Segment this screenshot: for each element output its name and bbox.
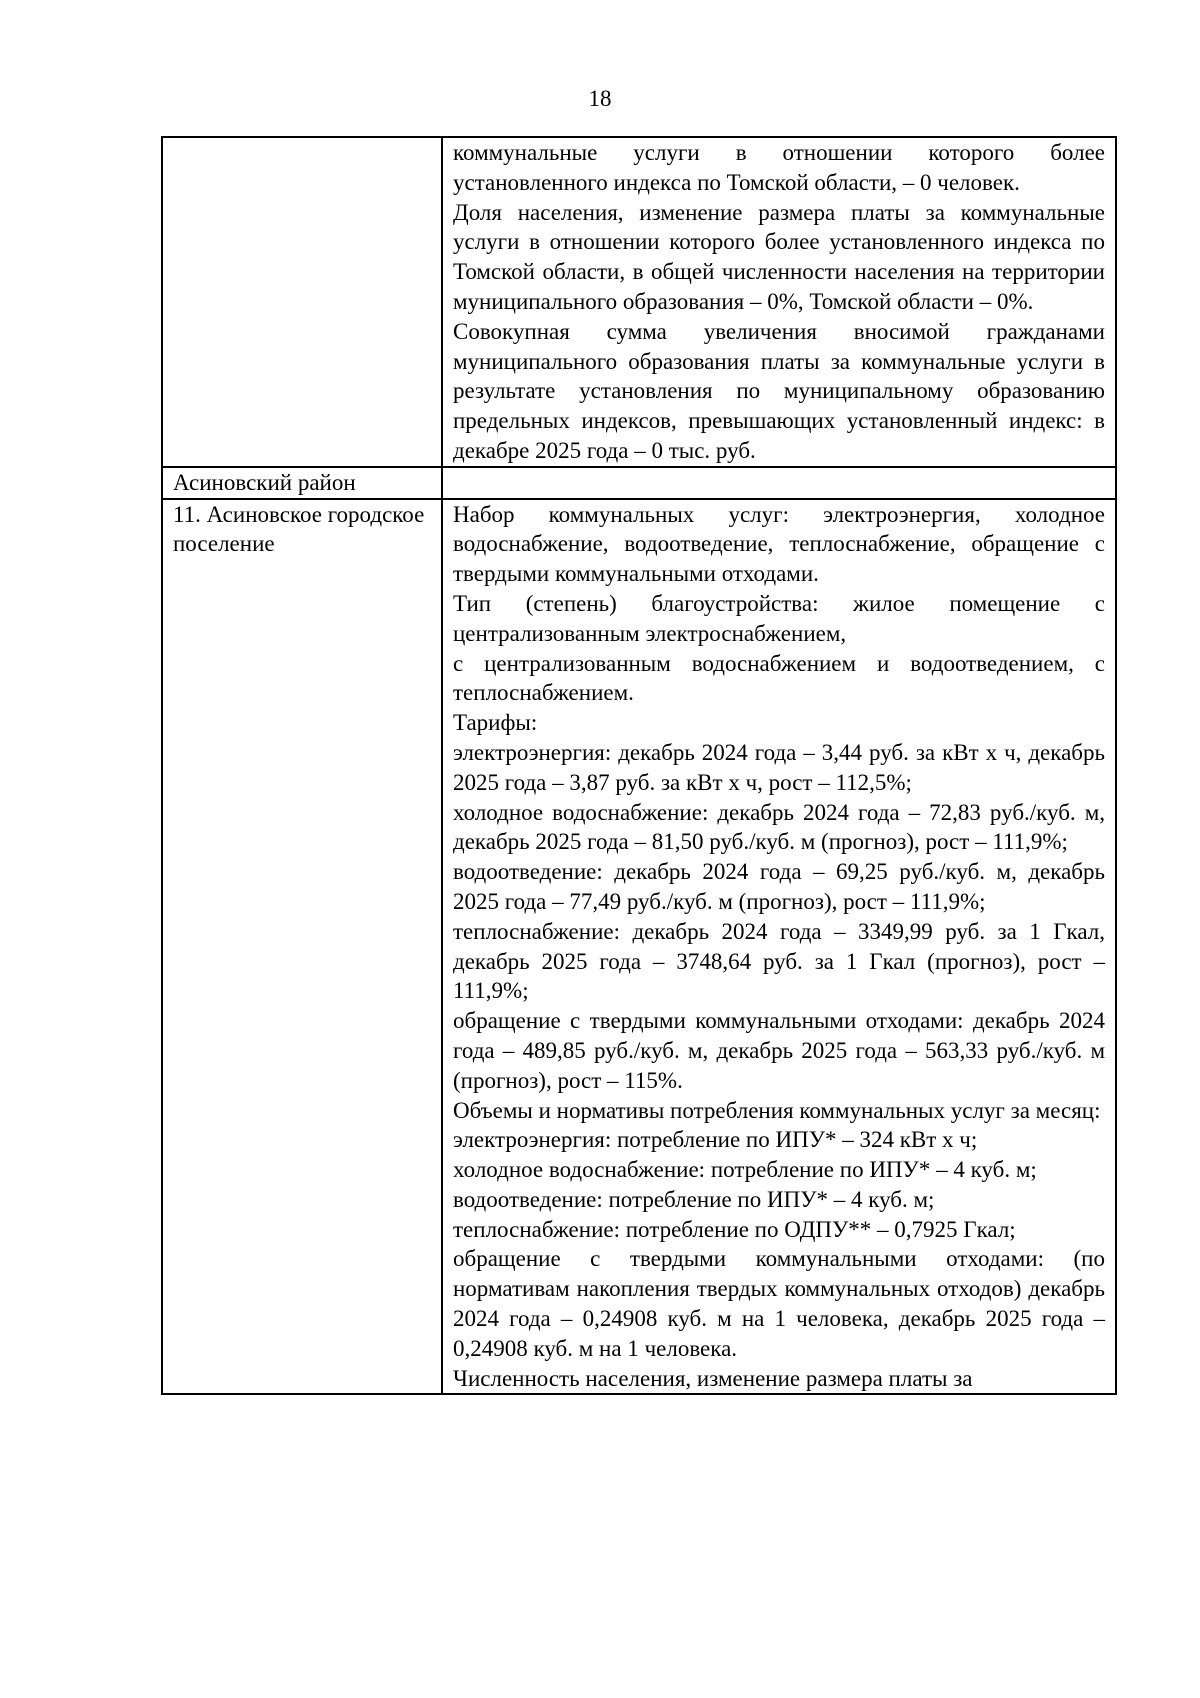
paragraph: обращение с твердыми коммунальными отходами: декабрь 2024 года – 489,85 руб./куб. м, декабрь 2025 года – 563,33 руб./куб. м (прогноз), рост – 115%. <box>453 1008 1105 1093</box>
paragraph: Тип (степень) благоустройства: жилое помещение с централизованным электроснабжением, <box>453 590 1105 646</box>
page-number: 18 <box>588 86 612 111</box>
district-cell: Асиновский район <box>162 467 442 499</box>
paragraph: электроэнергия: декабрь 2024 года – 3,44 руб. за кВт х ч, декабрь 2025 года – 3,87 руб. за кВт х ч, рост – 112,5%; <box>453 739 1105 795</box>
paragraph: электроэнергия: потребление по ИПУ* – 324 кВт х ч; <box>453 1127 978 1153</box>
paragraph: холодное водоснабжение: декабрь 2024 года – 72,83 руб./куб. м, декабрь 2025 года – 81,50 руб./куб. м (прогноз), рост – 111,9%; <box>453 799 1105 855</box>
paragraph: коммунальные услуги в отношении которого более установленного индекса по Томской области, – 0 человек. <box>453 140 1105 195</box>
municipal-tariffs-table <box>161 136 1117 1395</box>
paragraph: Объемы и нормативы потребления коммунальных услуг за месяц: <box>453 1097 1101 1123</box>
paragraph: Численность населения, изменение размера платы за <box>453 1365 973 1391</box>
table-row <box>162 499 1116 1395</box>
paragraph: Тарифы: <box>453 710 538 736</box>
paragraph: обращение с твердыми коммунальными отходами: (по нормативам накопления твердых коммунальных отходов) декабрь 2024 года – 0,24908 куб. м на 1 человека, декабрь 2025 года – 0,24908 куб. м на 1 человека. <box>453 1246 1105 1361</box>
paragraph: водоотведение: потребление по ИПУ* – 4 куб. м; <box>453 1186 935 1212</box>
municipality-cell <box>162 137 442 467</box>
description-cell <box>442 137 1116 467</box>
paragraph: Набор коммунальных услуг: электроэнергия, холодное водоснабжение, водоотведение, теплоснабжение, обращение с твердыми коммунальными отходами. <box>453 501 1105 587</box>
description-cell <box>442 467 1116 499</box>
paragraph: Совокупная сумма увеличения вносимой гражданами муниципального образования платы за коммунальные услуги в результате установления по муниципальному образованию предельных индексов, превышающих установленный индекс: в декабре 2025 года – 0 тыс. руб. <box>453 318 1105 463</box>
paragraph: Доля населения, изменение размера платы за коммунальные услуги в отношении которого более установленного индекса по Томской области, в общей численности населения на территории муниципального образования – 0%, Томской области – 0%. <box>453 199 1105 314</box>
municipality-cell: 11. Асиновское городское поселение <box>162 499 442 1395</box>
paragraph: теплоснабжение: потребление по ОДПУ** – 0,7925 Гкал; <box>453 1216 1016 1242</box>
paragraph: теплоснабжение: декабрь 2024 года – 3349,99 руб. за 1 Гкал, декабрь 2025 года – 3748,64 руб. за 1 Гкал (прогноз), рост – 111,9%; <box>453 918 1105 1004</box>
description-cell <box>442 499 1116 1395</box>
paragraph: водоотведение: декабрь 2024 года – 69,25 руб./куб. м, декабрь 2025 года – 77,49 руб./куб. м (прогноз), рост – 111,9%; <box>453 859 1105 914</box>
paragraph: холодное водоснабжение: потребление по ИПУ* – 4 куб. м; <box>453 1157 1037 1183</box>
table-row <box>162 137 1116 467</box>
paragraph: с централизованным водоснабжением и водоотведением, с теплоснабжением. <box>453 650 1105 706</box>
table-row <box>162 467 1116 499</box>
